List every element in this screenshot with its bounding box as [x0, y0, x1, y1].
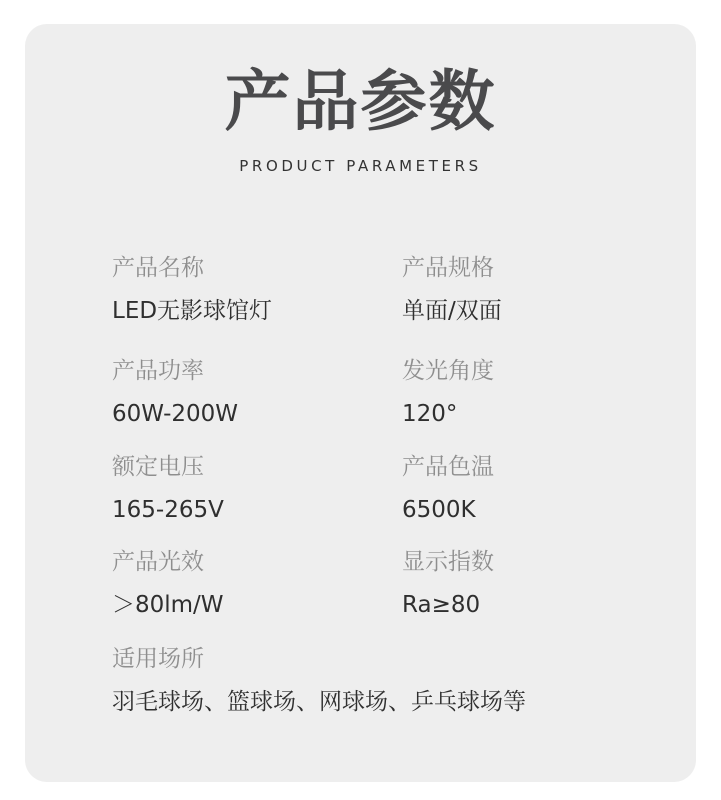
param-value: 羽毛球场、篮球场、网球场、乒乓球场等 — [112, 689, 526, 715]
param-luminous-efficacy — [112, 548, 412, 619]
page-subtitle: PRODUCT PARAMETERS — [239, 157, 482, 175]
param-beam-angle — [402, 357, 702, 428]
param-value: LED无影球馆灯 — [112, 298, 273, 324]
param-label: 显示指数 — [402, 549, 494, 575]
param-value: Ra≥80 — [402, 592, 481, 618]
param-value: ＞80lm/W — [112, 592, 224, 618]
param-label: 产品色温 — [402, 454, 494, 480]
param-label: 发光角度 — [402, 358, 494, 384]
param-label: 额定电压 — [112, 454, 204, 480]
param-value: 60W-200W — [112, 401, 239, 427]
param-power — [112, 357, 412, 428]
param-application — [112, 645, 632, 716]
param-color-temperature — [402, 453, 702, 524]
param-label: 产品名称 — [112, 255, 204, 281]
param-value: 120° — [402, 401, 458, 427]
param-product-name — [112, 254, 412, 325]
param-label: 产品规格 — [402, 255, 494, 281]
param-value: 单面/双面 — [402, 298, 502, 324]
param-label: 适用场所 — [112, 646, 204, 672]
page-title: 产品参数 — [224, 63, 497, 140]
param-value: 165-265V — [112, 497, 224, 523]
param-label: 产品光效 — [112, 549, 204, 575]
param-color-rendering-index — [402, 548, 702, 619]
param-value: 6500K — [402, 497, 476, 523]
param-product-spec — [402, 254, 702, 325]
param-rated-voltage — [112, 453, 412, 524]
param-label: 产品功率 — [112, 358, 204, 384]
